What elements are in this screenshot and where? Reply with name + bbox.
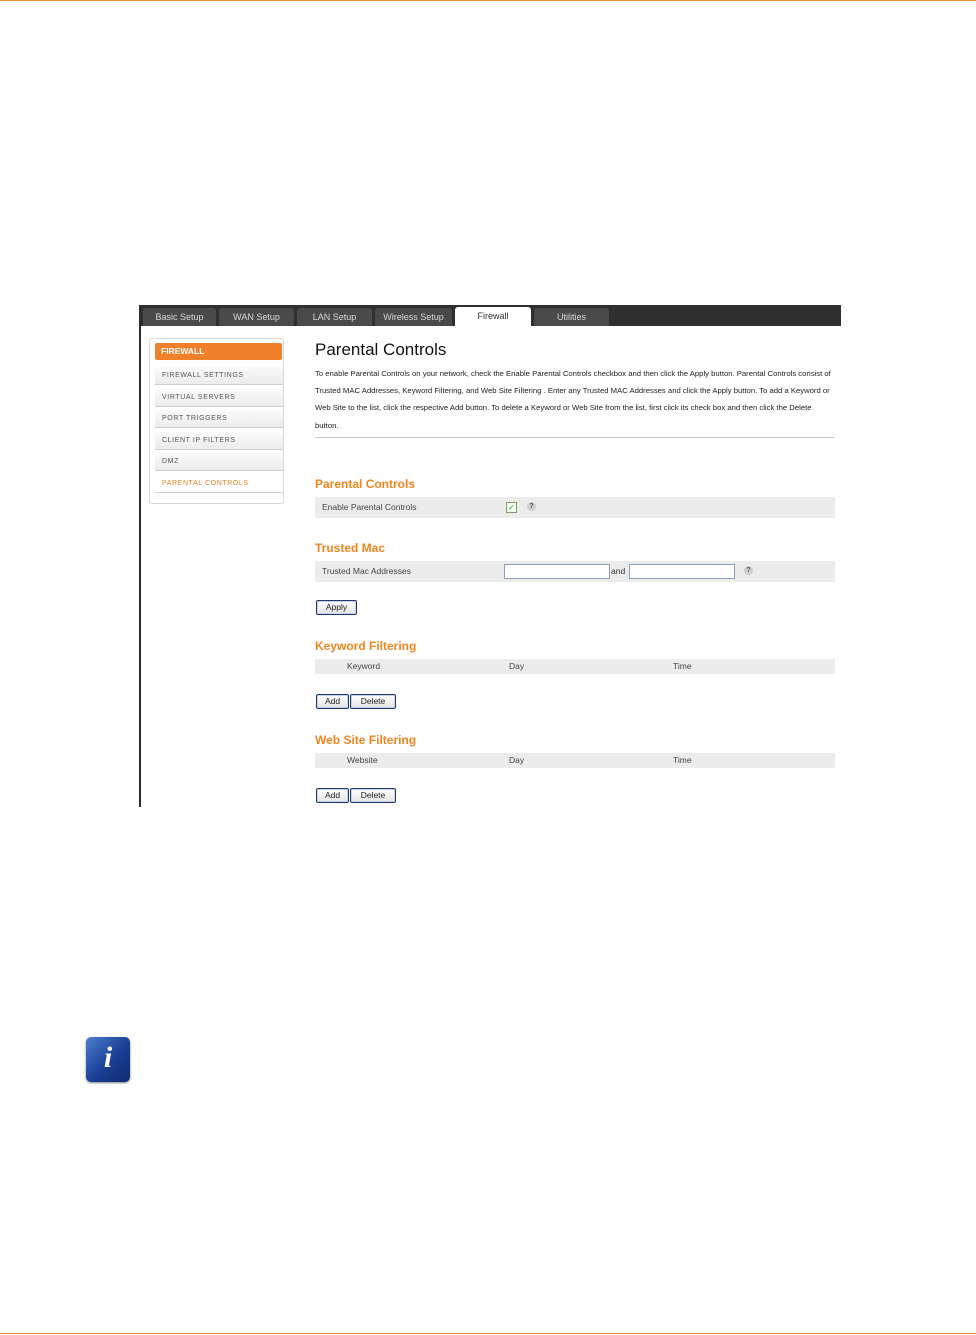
page-title: Parental Controls [315,340,447,359]
section-heading-parental-controls: Parental Controls [315,477,416,491]
intro-text: To enable Parental Controls on your network, check the Enable Parental Controls checkbox and then click the Apply button. Parental Controls consist of Trusted MAC Addresses, Keyword Filtering, and Web Site Filtering . Enter any Trusted MAC Addresses and click the Apply button. To add a Keyword or Web Site to the list, click the respective Add button. To delete a Keyword or Web Site from the list, first click its check box and then click the Delete button. [315,369,831,430]
screenshot-left-border [139,305,141,807]
sidebar-item-virtual-servers[interactable]: VIRTUAL SERVERS [155,389,283,407]
router-ui-screenshot [139,305,841,807]
sidebar-item-dmz[interactable]: DMZ [155,453,283,471]
apply-button[interactable]: Apply [316,600,357,615]
firewall-sidebar [149,338,284,504]
trusted-mac-field-2[interactable] [629,564,735,579]
help-icon[interactable]: ? [744,566,753,575]
sidebar-item-parental-controls[interactable]: PARENTAL CONTROLS [155,475,283,493]
trusted-mac-row [315,561,835,582]
enable-parental-label: Enable Parental Controls [322,502,417,512]
tab-lan-setup[interactable]: LAN Setup [297,308,372,326]
tab-basic-setup[interactable]: Basic Setup [143,308,216,326]
divider [315,437,835,438]
column-header-keyword: Keyword [347,661,381,671]
page-top-rule [0,0,976,1]
tab-firewall[interactable]: Firewall [455,307,531,326]
column-header-day: Day [509,755,525,765]
column-header-time: Time [673,755,692,765]
tab-utilities[interactable]: Utilities [534,308,609,326]
trusted-mac-label: Trusted Mac Addresses [322,566,411,576]
and-label: and [611,566,626,576]
website-add-button[interactable]: Add [316,788,349,803]
top-tab-bar [139,305,841,326]
column-header-day: Day [509,661,525,671]
enable-parental-checkbox[interactable]: ✓ [506,502,517,513]
enable-parental-row [315,497,835,518]
website-table-header [315,753,835,768]
keyword-delete-button[interactable]: Delete [350,694,396,709]
tab-wan-setup[interactable]: WAN Setup [219,308,294,326]
section-heading-keyword-filtering: Keyword Filtering [315,639,417,653]
tab-wireless-setup[interactable]: Wireless Setup [375,308,452,326]
website-delete-button[interactable]: Delete [350,788,396,803]
trusted-mac-field-1[interactable] [504,564,610,579]
sidebar-item-client-ip-filters[interactable]: CLIENT IP FILTERS [155,432,283,450]
sidebar-header: FIREWALL [155,343,282,360]
keyword-add-button[interactable]: Add [316,694,349,709]
column-header-time: Time [673,661,692,671]
section-heading-trusted-mac: Trusted Mac [315,541,386,555]
section-heading-web-site-filtering: Web Site Filtering [315,733,417,747]
help-icon[interactable]: ? [527,502,536,511]
column-header-website: Website [347,755,378,765]
sidebar-item-port-triggers[interactable]: PORT TRIGGERS [155,410,283,428]
keyword-table-header [315,659,835,674]
page-bottom-rule [0,1333,976,1334]
info-icon: i [86,1037,130,1082]
sidebar-item-firewall-settings[interactable]: FIREWALL SETTINGS [155,367,283,385]
